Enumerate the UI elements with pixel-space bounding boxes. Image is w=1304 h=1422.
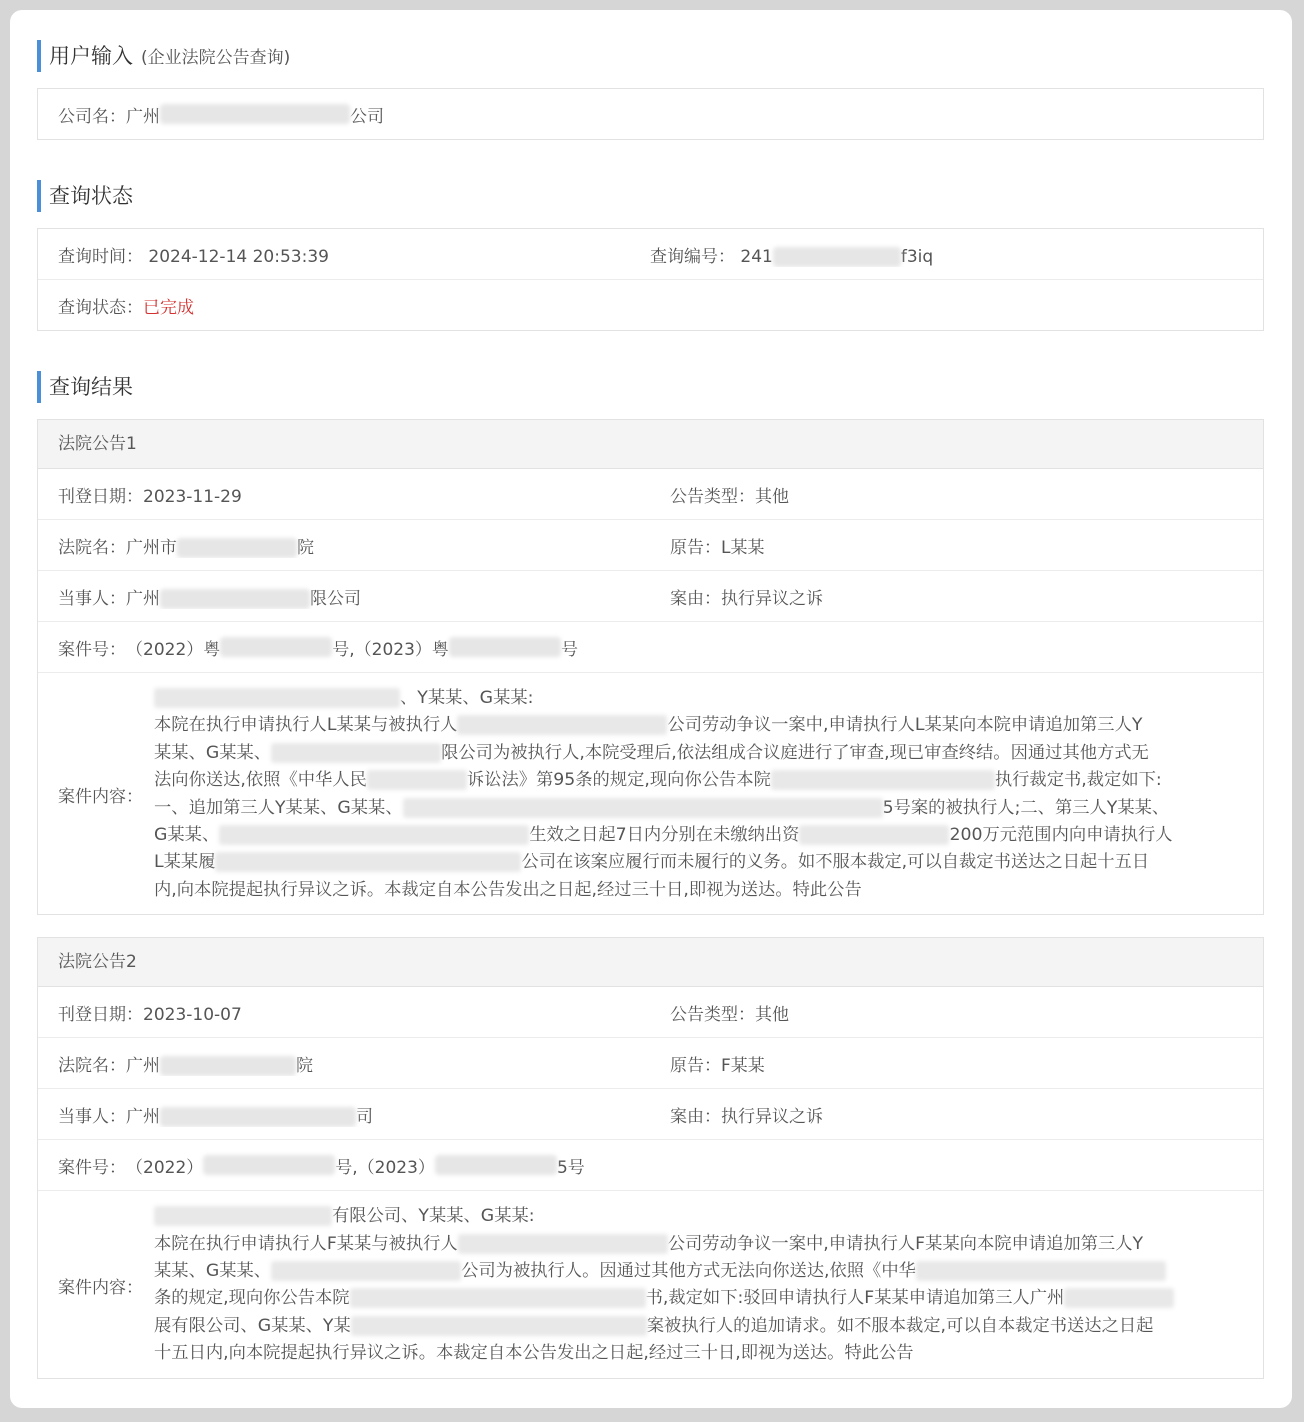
time-label: 查询时间： (58, 246, 143, 267)
case-b: 号,（2023）粤 (332, 639, 449, 660)
party-label: 当事人： (58, 588, 126, 609)
notice-content-row (38, 673, 1263, 914)
case-label: 案件号： (58, 1157, 126, 1178)
section-title-status (37, 180, 1264, 212)
court-suffix: 院 (297, 537, 314, 558)
state-label: 查询状态： (58, 297, 143, 318)
notice-content-row (38, 1191, 1263, 1377)
redacted-case-2 (449, 637, 561, 657)
redacted-case-1 (203, 1155, 335, 1175)
case-label: 案件号： (58, 639, 126, 660)
case-b: 号,（2023） (335, 1157, 435, 1178)
query-time (58, 242, 650, 267)
query-id (650, 242, 1243, 267)
company-prefix: 广州 (126, 106, 160, 127)
notice-card-2 (37, 937, 1264, 1378)
id-prefix: 241 (740, 246, 773, 267)
content-label: 案件内容： (58, 787, 143, 808)
redacted-party (160, 1107, 356, 1127)
party-label: 当事人： (58, 1106, 126, 1127)
notice-row-case (38, 622, 1263, 673)
court-name (58, 533, 670, 558)
content-label: 案件内容： (58, 1277, 143, 1298)
notice-row-court (38, 520, 1263, 571)
date-value: 2023-11-29 (143, 486, 242, 507)
party (58, 1102, 670, 1127)
party-prefix: 广州 (126, 1106, 160, 1127)
redacted-party (160, 589, 310, 609)
notice-card-1 (37, 419, 1264, 915)
court-prefix: 广州市 (126, 537, 177, 558)
publish-date (58, 1000, 670, 1025)
notice-row-date (38, 987, 1263, 1038)
company-label: 公司名： (58, 106, 126, 127)
notice-type (670, 1000, 1243, 1025)
plaintiff (670, 1051, 1243, 1076)
report-card (10, 10, 1292, 1408)
input-subtitle: (企业法院公告查询) (141, 48, 291, 68)
plaintiff-value: F某某 (721, 1055, 765, 1076)
court-label: 法院名： (58, 1055, 126, 1076)
plaintiff (670, 533, 1243, 558)
case-cause (670, 1102, 1243, 1127)
party-prefix: 广州 (126, 588, 160, 609)
status-row-2 (38, 280, 1263, 330)
redacted-case-2 (435, 1155, 557, 1175)
company-row (38, 89, 1263, 139)
id-label: 查询编号： (650, 246, 735, 267)
court-suffix: 院 (296, 1055, 313, 1076)
notice-row-case (38, 1140, 1263, 1191)
notice-header: 法院公告2 (38, 938, 1263, 987)
redacted-company (160, 104, 350, 124)
case-c: 号 (560, 639, 578, 660)
type-label: 公告类型： (670, 1004, 755, 1025)
notice-row-party (38, 571, 1263, 622)
redacted-court (160, 1056, 296, 1076)
publish-date (58, 482, 670, 507)
plaintiff-value: L某某 (721, 537, 765, 558)
plaintiff-label: 原告： (670, 1055, 721, 1076)
date-value: 2023-10-07 (143, 1004, 242, 1025)
company-suffix: 公司 (350, 106, 384, 127)
date-label: 刊登日期： (58, 1004, 143, 1025)
notice-row-date (38, 469, 1263, 520)
case-cause (670, 584, 1243, 609)
notice-header: 法院公告1 (38, 420, 1263, 469)
cause-label: 案由： (670, 1106, 721, 1127)
court-prefix: 广州 (126, 1055, 160, 1076)
party-suffix: 司 (356, 1106, 373, 1127)
redacted-court (177, 538, 297, 558)
status-row-1 (38, 229, 1263, 280)
cause-label: 案由： (670, 588, 721, 609)
party-suffix: 限公司 (310, 588, 361, 609)
date-label: 刊登日期： (58, 486, 143, 507)
party (58, 584, 670, 609)
type-label: 公告类型： (670, 486, 755, 507)
redacted-case-1 (220, 637, 332, 657)
section-title-results (37, 371, 1264, 403)
type-value: 其他 (755, 486, 789, 507)
cause-value: 执行异议之诉 (721, 1106, 823, 1127)
results-title: 查询结果 (49, 375, 133, 399)
status-badge: 已完成 (143, 297, 194, 318)
input-box (37, 88, 1264, 140)
section-title-input (37, 40, 1264, 72)
status-title: 查询状态 (49, 184, 133, 208)
notice-type (670, 482, 1243, 507)
case-a: （2022）粤 (126, 639, 221, 660)
case-c: 5号 (556, 1157, 585, 1178)
cause-value: 执行异议之诉 (721, 588, 823, 609)
status-box (37, 228, 1264, 331)
id-suffix: f3iq (900, 246, 934, 267)
redacted-id (773, 247, 901, 267)
notice-row-court (38, 1038, 1263, 1089)
plaintiff-label: 原告： (670, 537, 721, 558)
input-title: 用户输入 (49, 44, 133, 68)
notice-row-party (38, 1089, 1263, 1140)
case-a: （2022） (126, 1157, 204, 1178)
time-value: 2024-12-14 20:53:39 (148, 246, 329, 267)
type-value: 其他 (755, 1004, 789, 1025)
content-text: 有限公司、Y某某、G某某: 本院在执行申请执行人F某某与被执行人 公司劳动争议一案中,申请执行人F某某向本院申请追加第三人Y 某某、G某某、 公司为被执行人。因通过其他方式无法向你送达,依照《中华 条的规定,现向你公告本院 书,裁定如下:驳回申请执行人F某某申请追加第三人广州 展有限公司、G某某、Y某 案被执行人的追加请求。如不服本裁定,可以自本裁定书送达之日起 十五日内,向本院提起执行异议之诉。本裁定自本公告发出之日起,经过三十日,即视为送达。特此公告 (154, 1203, 1243, 1367)
content-text: 、Y某某、G某某: 本院在执行申请执行人L某某与被执行人 公司劳动争议一案中,申请执行人L某某向本院申请追加第三人Y 某某、G某某、 限公司为被执行人,本院受理后,依法组成合议庭进行了审查,现已审查终结。因通过其他方式无 法向你送达,依照《中华人民 诉讼法》第95条的规定,现向你公告本院 执行裁定书,裁定如下: 一、追加第三人Y某某、G某某、 5号案的被执行人;二、第三人Y某某、 G某某、 生效之日起7日内分别在未缴纳出资 200万元范围内向申请执行人 L某某履 公司在该案应履行而未履行的义务。如不服本裁定,可以自裁定书送达之日起十五日 内,向本院提起执行异议之诉。本裁定自本公告发出之日起,经过三十日,即视为送达。特此公告 (154, 688, 1173, 900)
court-label: 法院名： (58, 537, 126, 558)
court-name (58, 1051, 670, 1076)
